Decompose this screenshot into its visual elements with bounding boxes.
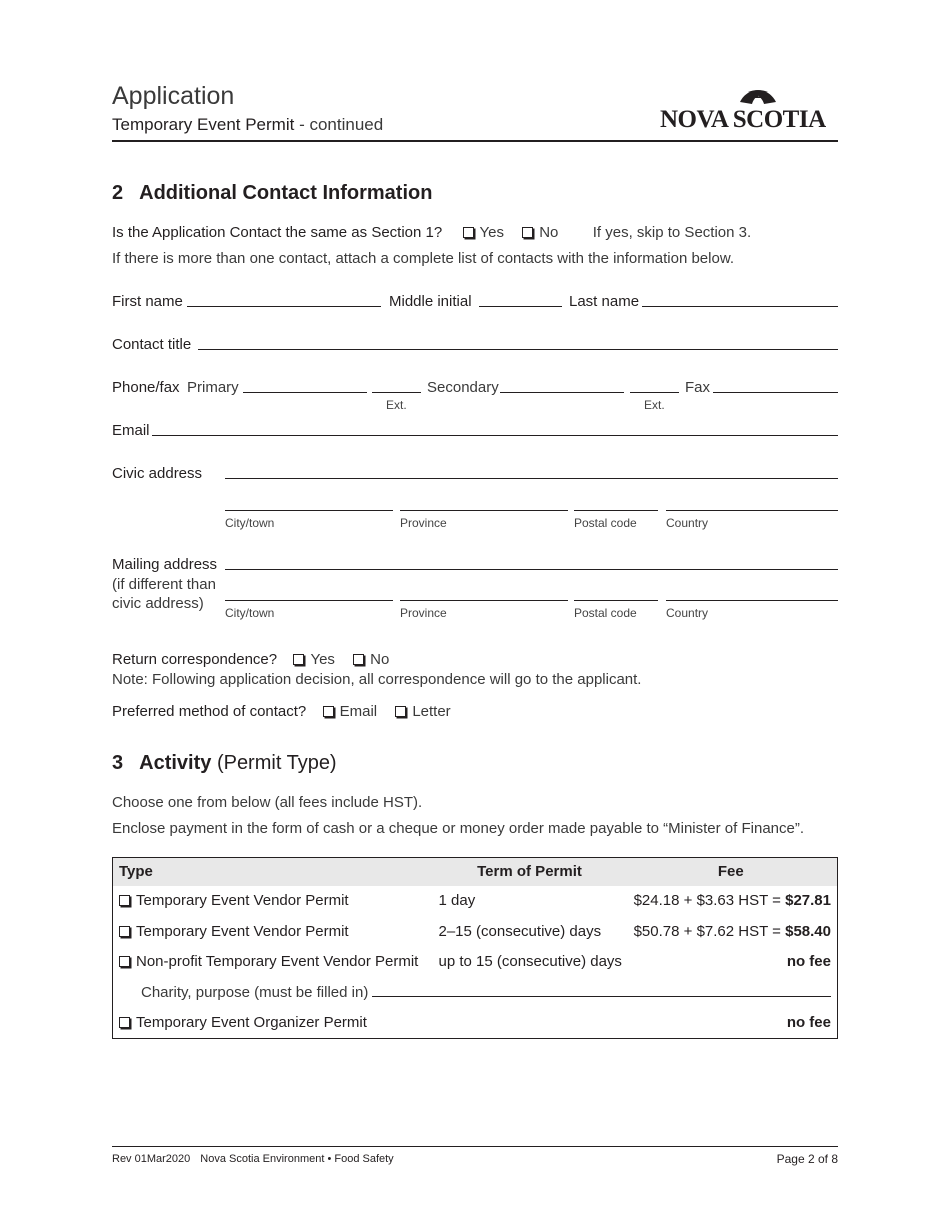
header-type: Type xyxy=(113,858,435,886)
permit-fee-cell: no fee xyxy=(786,953,831,971)
checkbox-icon[interactable] xyxy=(119,926,130,937)
section3-number: 3 xyxy=(112,752,124,774)
same-yes-option[interactable]: Yes xyxy=(463,224,504,241)
checkbox-icon[interactable] xyxy=(119,895,130,906)
primary-label: Primary xyxy=(187,379,239,396)
footer-dept: Nova Scotia Environment • Food Safety xyxy=(200,1153,394,1165)
first-name-field[interactable] xyxy=(187,306,381,307)
permit-type-cell[interactable]: Temporary Event Vendor Permit xyxy=(113,916,435,947)
middle-initial-field[interactable] xyxy=(479,306,562,307)
mailing-note-2: civic address) xyxy=(112,595,204,612)
civic-province-label: Province xyxy=(400,516,447,530)
section3-title-suffix: (Permit Type) xyxy=(216,752,337,774)
return-yes-option[interactable]: Yes xyxy=(293,651,334,668)
preferred-question: Preferred method of contact? xyxy=(112,703,307,720)
checkbox-icon[interactable] xyxy=(395,706,406,717)
permit-type-cell[interactable]: Temporary Event Vendor Permit xyxy=(113,886,435,917)
secondary-ext-field[interactable] xyxy=(630,392,679,393)
header-term: Term of Permit xyxy=(435,858,625,886)
page-title: Application xyxy=(112,82,235,110)
permit-table xyxy=(112,857,838,1039)
mailing-city-label: City/town xyxy=(225,606,275,620)
table-row[interactable] xyxy=(113,916,838,947)
same-contact-question: Is the Application Contact the same as Section 1? xyxy=(112,224,443,241)
email-label: Email xyxy=(112,422,150,439)
civic-street-field[interactable] xyxy=(225,478,838,479)
permit-fee-cell: $24.18 + $3.63 HST = $27.81 xyxy=(633,892,831,910)
middle-initial-label: Middle initial xyxy=(389,293,472,310)
permit-type-cell[interactable]: Non-profit Temporary Event Vendor Permit xyxy=(113,947,435,978)
table-row[interactable] xyxy=(113,1008,838,1039)
footer-rev: Rev 01Mar2020 xyxy=(112,1153,191,1165)
last-name-field[interactable] xyxy=(642,306,838,307)
email-field[interactable] xyxy=(152,435,838,436)
section2-heading xyxy=(112,182,432,205)
permit-term-cell xyxy=(435,1008,625,1039)
mailing-postal-field[interactable] xyxy=(574,600,658,601)
charity-cell xyxy=(113,977,838,1008)
primary-phone-field[interactable] xyxy=(243,392,367,393)
primary-ext-label: Ext. xyxy=(386,398,407,412)
checkbox-icon[interactable] xyxy=(463,227,474,238)
return-no-option[interactable]: No xyxy=(353,651,389,668)
section2-title: Additional Contact Information xyxy=(139,182,433,204)
checkbox-icon[interactable] xyxy=(119,956,130,967)
permit-term-cell: up to 15 (consecutive) days xyxy=(438,953,622,971)
page-subtitle xyxy=(112,115,383,135)
charity-row xyxy=(113,977,838,1008)
skip-note: If yes, skip to Section 3. xyxy=(592,224,752,241)
phone-fax-label: Phone/fax xyxy=(112,379,180,396)
subtitle-suffix: - continued xyxy=(294,115,384,134)
footer-page: Page 2 of 8 xyxy=(776,1152,838,1166)
contact-title-label: Contact title xyxy=(112,336,192,353)
multi-contact-note: If there is more than one contact, attach a complete list of contacts with the information below. xyxy=(112,250,734,267)
charity-field[interactable] xyxy=(372,996,831,997)
logo-text: NOVA SCOTIA xyxy=(660,106,826,133)
subtitle-main: Temporary Event Permit xyxy=(112,115,295,134)
header-divider xyxy=(112,140,838,142)
mailing-postal-label: Postal code xyxy=(574,606,637,620)
return-corr-row xyxy=(112,651,403,668)
civic-city-field[interactable] xyxy=(225,510,393,511)
choose-note: Choose one from below (all fees include HST). xyxy=(112,794,423,811)
primary-ext-field[interactable] xyxy=(372,392,421,393)
mailing-address-label: Mailing address xyxy=(112,556,218,573)
table-row[interactable] xyxy=(113,886,838,917)
nova-scotia-logo xyxy=(658,84,838,134)
same-no-option[interactable]: No xyxy=(522,224,558,241)
last-name-label: Last name xyxy=(569,293,640,310)
fax-label: Fax xyxy=(685,379,711,396)
return-note: Note: Following application decision, all correspondence will go to the applicant. xyxy=(112,671,642,688)
checkbox-icon[interactable] xyxy=(119,1017,130,1028)
mailing-note-1: (if different than xyxy=(112,576,216,593)
table-header-row xyxy=(113,858,838,886)
civic-postal-field[interactable] xyxy=(574,510,658,511)
footer-divider xyxy=(112,1146,838,1147)
checkbox-icon[interactable] xyxy=(293,654,304,665)
civic-city-label: City/town xyxy=(225,516,275,530)
checkbox-icon[interactable] xyxy=(353,654,364,665)
charity-label: Charity, purpose (must be filled in) xyxy=(141,983,369,1001)
mailing-province-label: Province xyxy=(400,606,447,620)
civic-country-label: Country xyxy=(666,516,709,530)
fax-field[interactable] xyxy=(713,392,838,393)
section2-number: 2 xyxy=(112,182,124,204)
section3-heading xyxy=(112,752,337,775)
checkbox-icon[interactable] xyxy=(323,706,334,717)
contact-title-field[interactable] xyxy=(198,349,838,350)
permit-term-cell: 1 day xyxy=(438,892,476,910)
footer-left xyxy=(112,1153,394,1165)
permit-type-cell[interactable]: Temporary Event Organizer Permit xyxy=(113,1008,435,1039)
civic-country-field[interactable] xyxy=(666,510,838,511)
preferred-letter-option[interactable]: Letter xyxy=(395,703,450,720)
mailing-street-field[interactable] xyxy=(225,569,838,570)
secondary-ext-label: Ext. xyxy=(644,398,665,412)
civic-address-label: Civic address xyxy=(112,465,203,482)
same-contact-row xyxy=(112,224,751,241)
enclose-note: Enclose payment in the form of cash or a cheque or money order made payable to “Minister of Finance”. xyxy=(112,820,805,837)
mailing-country-field[interactable] xyxy=(666,600,838,601)
first-name-label: First name xyxy=(112,293,183,310)
return-corr-question: Return correspondence? xyxy=(112,651,278,668)
mailing-province-field[interactable] xyxy=(400,600,568,601)
secondary-phone-field[interactable] xyxy=(500,392,624,393)
preferred-contact-row xyxy=(112,703,465,720)
header-fee: Fee xyxy=(625,858,838,886)
section3-title: Activity xyxy=(139,752,212,774)
preferred-email-option[interactable]: Email xyxy=(323,703,378,720)
permit-fee-cell: no fee xyxy=(786,1014,831,1031)
permit-fee-cell: $50.78 + $7.62 HST = $58.40 xyxy=(633,922,831,940)
table-row[interactable] xyxy=(113,947,838,978)
civic-postal-label: Postal code xyxy=(574,516,637,530)
checkbox-icon[interactable] xyxy=(522,227,533,238)
secondary-label: Secondary xyxy=(427,379,499,396)
permit-term-cell: 2–15 (consecutive) days xyxy=(438,922,602,940)
civic-province-field[interactable] xyxy=(400,510,568,511)
mailing-city-field[interactable] xyxy=(225,600,393,601)
mailing-country-label: Country xyxy=(666,606,709,620)
